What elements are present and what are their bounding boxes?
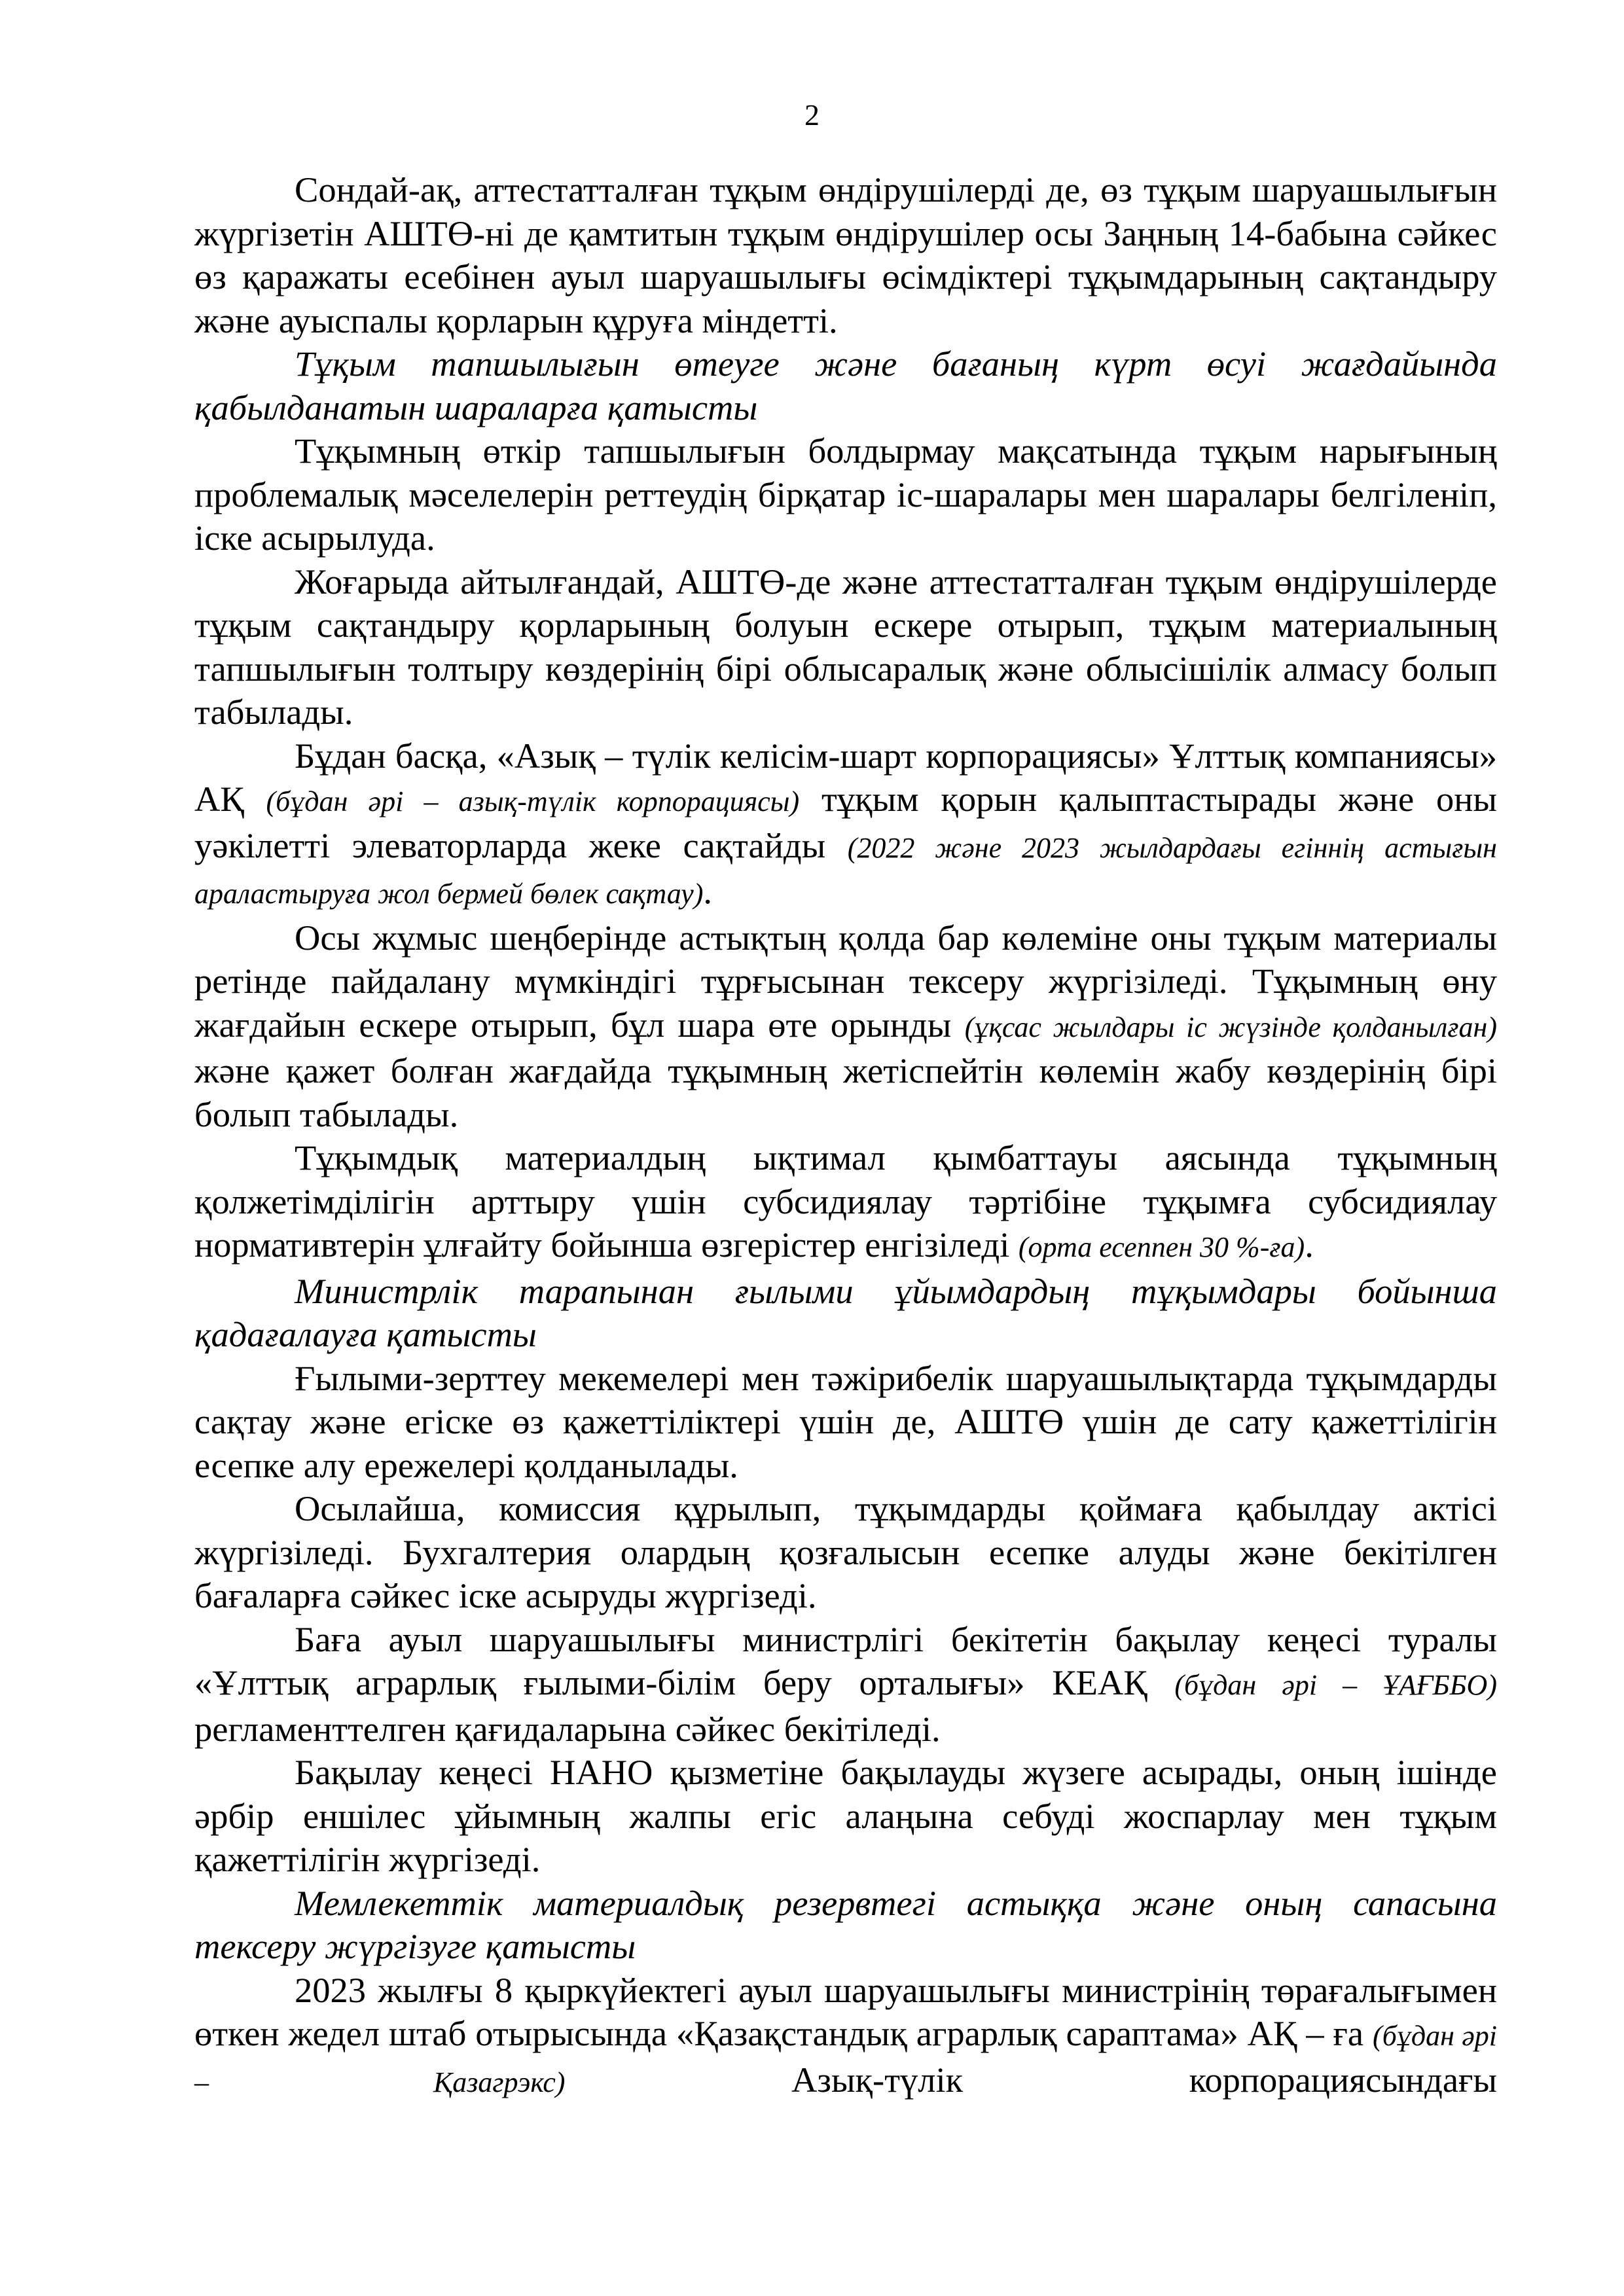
paragraph-text: Бақылау кеңесі НАНО қызметіне бақылауды жүзеге асырады, оның ішінде әрбір еншілес ұйымның жалпы егіс алаңына себуді жоспарлау мен тұқым қажеттілігін жүргізеді. — [194, 1752, 1497, 1879]
paragraph-text: Тұқым тапшылығын өтеуге және бағаның күрт өсуі жағдайында қабылданатын шараларға қатысты — [194, 344, 1497, 427]
parenthetical-note: (бұдан әрі – ҰАҒББО) — [1174, 1669, 1497, 1701]
document-body — [194, 168, 1497, 2104]
body-paragraph — [194, 1357, 1497, 1488]
paragraph-text: 2023 жылғы 8 қыркүйектегі ауыл шаруашылығы министрінің төрағалығымен өткен жедел штаб отырысында «Қазақстандық аграрлық сараптама» АҚ – ға — [194, 1969, 1497, 2053]
body-paragraph — [194, 560, 1497, 734]
paragraph-text: Тұқымның өткір тапшылығын болдырмау мақсатында тұқым нарығының проблемалық мәселелерін реттеудің бірқатар іс-шаралары мен шаралары белгіленіп, іске асырылуда. — [194, 431, 1497, 558]
paragraph-text: және қажет болған жағдайда тұқымның жетіспейтін көлемін жабу көздерінің бірі болып табылады. — [194, 1050, 1497, 1134]
body-paragraph — [194, 1136, 1497, 1270]
body-paragraph — [194, 734, 1497, 916]
paragraph-text: тұқым қорын қалыптастырады және оны уәкілетті элеваторларда жеке сақтайды — [194, 779, 1497, 865]
paragraph-text: Жоғарыда айтылғандай, АШТӨ-де және аттестатталған тұқым өндірушілерде тұқым сақтандыру қорларының болуын ескере отырып, тұқым материалының тапшылығын толтыру көздерінің бірі облысаралық және облысішілік алмасу болып табылады. — [194, 561, 1497, 732]
paragraph-text: Тұқымдық материалдың ықтимал қымбаттауы аясында тұқымның қолжетімділігін арттыру үшін субсидиялау тәртібіне тұқымға субсидиялау нормативтерін ұлғайту бойынша өзгерістер енгізіледі — [194, 1138, 1497, 1265]
parenthetical-note: (2022 және 2023 жылдардағы егіннің астығын араластыруға жол бермей бөлек сақтау) — [194, 831, 1497, 910]
paragraph-text: Мемлекеттік материалдық резервтегі астыққа және оның сапасына тексеру жүргізуге қатысты — [194, 1882, 1497, 1966]
paragraph-text: Сондай-ақ, аттестатталған тұқым өндірушілерді де, өз тұқым шаруашылығын жүргізетін АШТӨ-ні де қамтитын тұқым өндірушілер осы Заңның 14-бабына сәйкес өз қаражаты есебінен ауыл шаруашылығы өсімдіктері тұқымдарының сақтандыру және ауыспалы қорларын құруға міндетті. — [194, 170, 1497, 340]
parenthetical-note: (ұқсас жылдары іс жүзінде қолданылған) — [964, 1011, 1497, 1043]
page-number: 2 — [804, 98, 820, 132]
paragraph-text: Министрлік тарапынан ғылыми ұйымдардың тұқымдары бойынша қадағалауға қатысты — [194, 1270, 1497, 1354]
parenthetical-note: (орта есеппен 30 %-ға) — [1018, 1231, 1305, 1263]
body-paragraph — [194, 1969, 1497, 2105]
body-paragraph — [194, 429, 1497, 560]
body-paragraph — [194, 168, 1497, 342]
paragraph-text: регламенттелген қағидаларына сәйкес бекітіледі. — [194, 1708, 941, 1749]
body-paragraph — [194, 1618, 1497, 1751]
paragraph-text: Осы жұмыс шеңберінде астықтың қолда бар көлеміне оны тұқым материалы ретінде пайдалану мүмкіндігі тұрғысынан тексеру жүргізіледі. Тұқымның өну жағдайын ескере отырып, бұл шара өте орынды — [194, 917, 1497, 1045]
paragraph-text: . — [1305, 1225, 1314, 1265]
body-paragraph — [194, 1487, 1497, 1618]
body-paragraph — [194, 1751, 1497, 1882]
paragraph-text: Бұдан басқа, «Азық – түлік келісім-шарт корпорациясы» Ұлттық компаниясы» АҚ — [194, 735, 1497, 819]
parenthetical-note: (бұдан әрі – азық-түлік корпорациясы) — [266, 785, 800, 817]
paragraph-text: Ғылыми-зерттеу мекемелері мен тәжірибелік шаруашылықтарда тұқымдарды сақтау және егіске өз қажеттіліктері үшін де, АШТӨ үшін де сату қажеттілігін есепке алу ережелері қолданылады. — [194, 1357, 1497, 1485]
section-heading — [194, 1882, 1497, 1969]
section-heading — [194, 342, 1497, 429]
paragraph-text: Осылайша, комиссия құрылып, тұқымдарды қоймаға қабылдау актісі жүргізіледі. Бухгалтерия олардың қозғалысын есепке алуды және бекітілген бағаларға сәйкес іске асыруды жүргізеді. — [194, 1488, 1497, 1615]
body-paragraph — [194, 916, 1497, 1137]
paragraph-text: Баға ауыл шаруашылығы министрлігі бекітетін бақылау кеңесі туралы «Ұлттық аграрлық ғылыми-білім беру орталығы» КЕАҚ — [194, 1619, 1497, 1702]
parenthetical-note: (бұдан әрі – Қазагрэкс) — [194, 2020, 1498, 2098]
section-heading — [194, 1270, 1497, 1357]
paragraph-text: . — [703, 871, 712, 911]
paragraph-text: Азық-түлік корпорациясындағы — [565, 2059, 1498, 2100]
